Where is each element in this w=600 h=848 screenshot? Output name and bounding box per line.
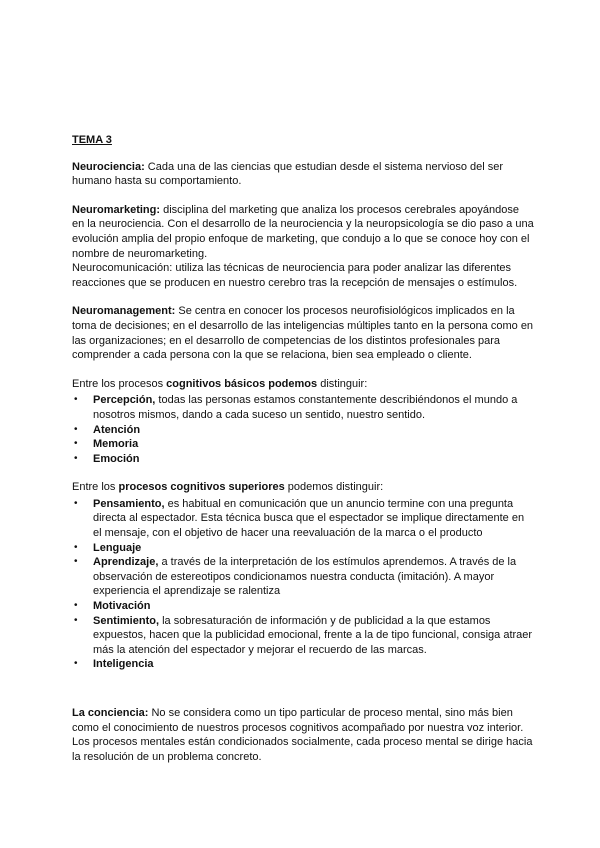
list-item-term: Sentimiento, xyxy=(93,614,160,627)
basic-processes-intro xyxy=(72,377,534,392)
list-item xyxy=(93,657,534,672)
list-item-term: Lenguaje xyxy=(93,541,142,554)
paragraph-neurociencia xyxy=(72,160,534,189)
list-item-term: Memoria xyxy=(93,438,139,451)
list-item xyxy=(93,614,534,658)
list-item-term: Percepción, xyxy=(93,394,156,407)
intro-bold: cognitivos básicos podemos xyxy=(166,377,318,390)
list-item xyxy=(93,393,534,422)
intro-text: Entre los procesos xyxy=(72,377,167,390)
superior-processes-list xyxy=(72,497,534,672)
list-item-text: es habitual en comunicación que un anuncio termine con una pregunta directa al espectador. Esta técnica busca que el espectador se implique directamente en el mensaje, con el objetivo de hacer una reevaluación de la marca o el producto xyxy=(93,497,525,540)
list-item xyxy=(93,437,534,452)
list-item-text: todas las personas estamos constantemente describiéndonos el mundo a nosotros mismos, dando a cada suceso un sentido, nuestro sentido. xyxy=(93,394,518,421)
intro-text: podemos distinguir: xyxy=(284,481,384,494)
term: Neurociencia: xyxy=(72,160,145,173)
list-item-text: a través de la interpretación de los estímulos aprendemos. A través de la observación de estereotipos condicionamos nuestra conducta (imitación). A mayor experiencia el aprendizaje se ralentiza xyxy=(93,556,517,598)
list-item-term: Emoción xyxy=(93,452,140,465)
list-item xyxy=(93,497,534,541)
list-item-term: Atención xyxy=(93,423,141,436)
intro-bold: procesos cognitivos superiores xyxy=(118,481,285,494)
paragraph-neurocomunicacion: Neurocomunicación: utiliza las técnicas de neurociencia para poder analizar las diferentes reacciones que se producen en nuestro cerebro tras la recepción de mensajes o estímulos. xyxy=(72,262,518,289)
list-item xyxy=(93,555,534,599)
definition: No se considera como un tipo particular de proceso mental, sino más bien como el conocimiento de nuestros procesos cognitivos acompañado por nuestra voz interior. Los procesos mentales están condicionados socialmente, cada proceso mental se dirige hacia la resolución de un problema concreto. xyxy=(72,707,533,763)
list-item-term: Inteligencia xyxy=(93,658,154,671)
definition: disciplina del marketing que analiza los procesos cerebrales apoyándose en la neurociencia. Con el desarrollo de la neurociencia y la neuropsicología se dio paso a una evolución amplia del propio enfoque de marketing, que condujo a lo que se conoce hoy con el nombre de neuromarketing. xyxy=(72,203,534,260)
term: Neuromanagement: xyxy=(72,305,176,318)
document-page xyxy=(72,133,534,764)
definition: Cada una de las ciencias que estudian desde el sistema nervioso del ser humano hasta su comportamiento. xyxy=(72,160,504,188)
list-item xyxy=(93,452,534,467)
list-item-text: la sobresaturación de información y de publicidad a la que estamos expuestos, hacen que la publicidad emocional, frente a la de tipo funcional, consiga atraer más la atención del espectador y mejorar el recuerdo de las marcas. xyxy=(93,614,533,656)
list-item xyxy=(93,541,534,556)
intro-text: distinguir: xyxy=(317,377,368,390)
document-title: TEMA 3 xyxy=(72,134,112,146)
list-item xyxy=(93,599,534,614)
list-item-term: Pensamiento, xyxy=(93,497,165,510)
basic-processes-list xyxy=(72,393,534,466)
list-item xyxy=(93,423,534,438)
term: Neuromarketing: xyxy=(72,203,161,216)
term: La conciencia: xyxy=(72,707,149,719)
list-item-term: Motivación xyxy=(93,600,151,613)
paragraph-conciencia xyxy=(72,706,534,764)
intro-text: Entre los xyxy=(72,481,119,494)
definition: Se centra en conocer los procesos neurofisiológicos implicados en la toma de decisiones; en el desarrollo de las inteligencias múltiples tanto en la persona como en las organizaciones; en el desarrollo de competencias de los distintos profesionales para comprender a cada persona con la que se relaciona, bien sea empleado o cliente. xyxy=(72,305,534,362)
superior-processes-intro xyxy=(72,480,534,495)
paragraph-neuromarketing xyxy=(72,203,534,261)
list-item-term: Aprendizaje, xyxy=(93,556,159,569)
paragraph-neuromanagement xyxy=(72,304,534,362)
